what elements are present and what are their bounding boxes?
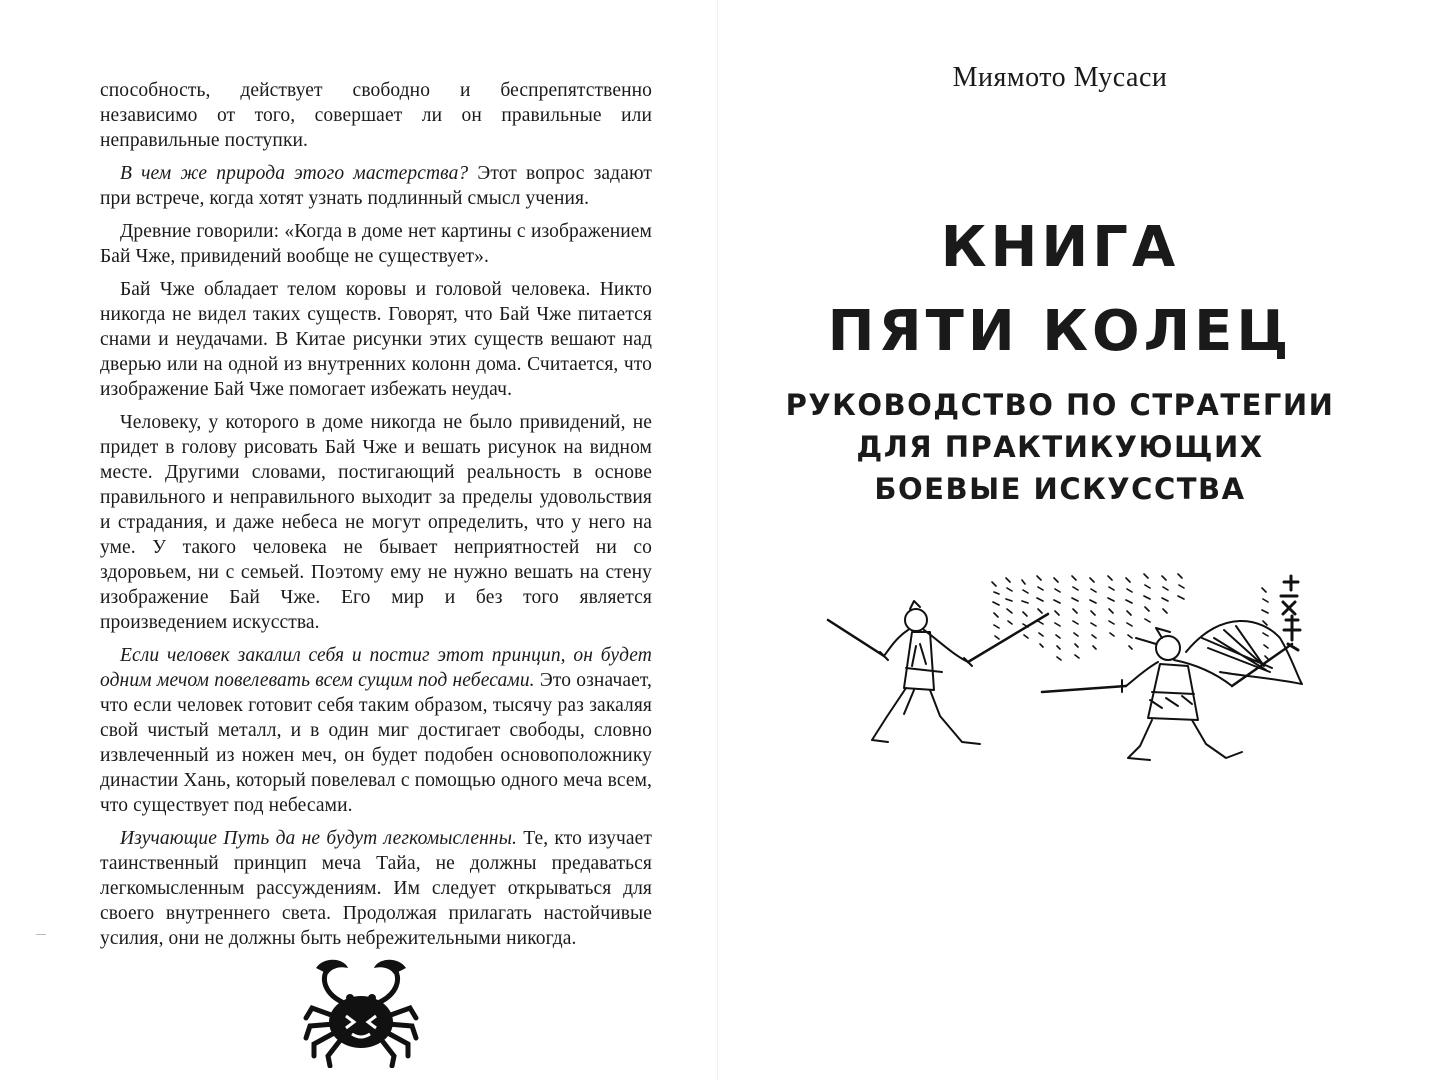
subtitle-line: БОЕВЫЕ ИСКУССТВА [874,472,1246,506]
paragraph: Бай Чже обладает телом коровы и головой человека. Никто никогда не видел таких существ. Говорят, что Бай Чже питается снами и неудачами. В Китае рисунки этих существ вешают над дверью или на одной из внутренних колонн дома. Считается, что изображение Бай Чже помогает избежать неудач. [100,279,652,400]
book-title [780,206,1340,374]
left-page-text [100,78,652,959]
crab-emblem-icon [302,958,420,1068]
subtitle-line: ДЛЯ ПРАКТИКУЮЩИХ [856,430,1264,464]
title-line: ПЯТИ КОЛЕЦ [827,299,1293,364]
samurai-tengu-illustration [822,568,1312,768]
paragraph: Изучающие Путь да не будут легкомысленны. Те, кто изучает таинственный принцип меча Тайа, не должны предаваться легкомысленным рассуждениям. Им следует открываться для своего внутреннего света. Продолжая прилагать настойчивые усилия, они не должны быть небрежительными никогда. [100,828,652,949]
page-mark [36,934,46,935]
paragraph: способность, действует свободно и беспрепятственно независимо от того, совершает ли он правильные или неправильные поступки. [100,80,652,151]
page-fold [717,0,718,1080]
paragraph: Человеку, у которого в доме никогда не было привидений, не придет в голову рисовать Бай Чже и вешать рисунок на видном месте. Другими словами, постигающий реальность в основе правильного и неправильного выходит за пределы удовольствия и страдания, и даже небеса не могут определить, что у него на уме. У такого человека не бывает неприятностей ни со здоровьем, ни с семьей. Поэтому ему не нужно вешать на стену изображение Бай Чже. Его мир и без того является произведением искусства. [100,412,652,633]
title-line: КНИГА [940,215,1180,280]
author-name: Миямото Мусаси [952,62,1168,93]
paragraph: Если человек закалил себя и постиг этот принцип, он будет одним мечом повелевать всем сущим под небесами. Это означает, что если человек готовит себя таким образом, тысячу раз закаляя свой чистый металл, и в один миг достигает свободы, словно извлеченный из ножен меч, он будет подобен основоположнику династии Хань, который повелевал с помощью одного меча всем, что существует под небесами. [100,645,652,816]
paragraph: Древние говорили: «Когда в доме нет картины с изображением Бай Чже, привидений вообще не существует». [100,221,652,267]
book-subtitle [780,384,1340,510]
paragraph: В чем же природа этого мастерства? Этот вопрос задают при встрече, когда хотят узнать подлинный смысл учения. [100,163,652,209]
subtitle-line: РУКОВОДСТВО ПО СТРАТЕГИИ [785,388,1335,422]
